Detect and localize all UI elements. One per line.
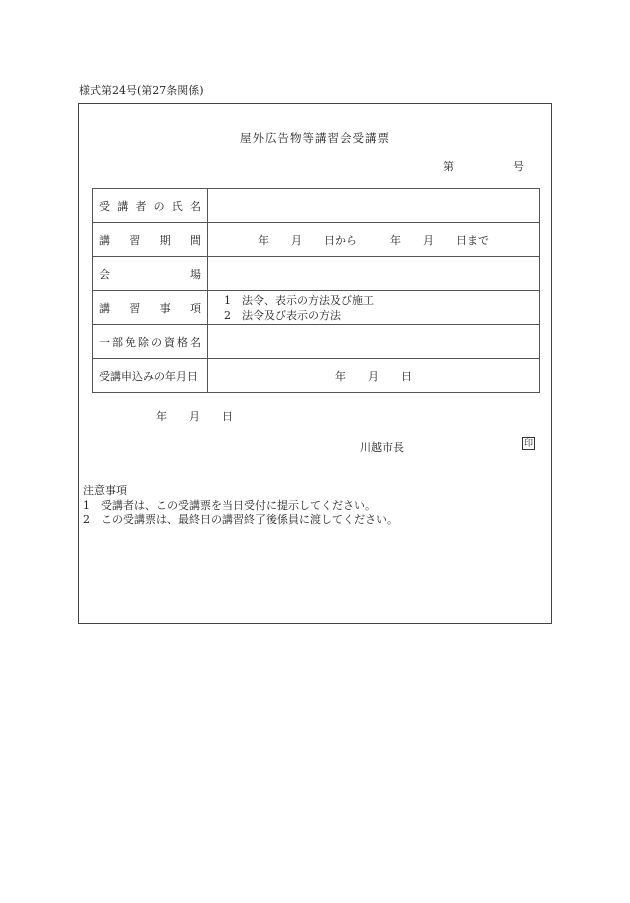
label-char: 格 (177, 335, 188, 349)
note-item: 1 受講者は、この受講票を当日受付に提示してください。 (83, 498, 376, 512)
notes-heading: 注意事項 (83, 484, 127, 497)
label-char: 資 (164, 335, 175, 349)
name-value (208, 189, 540, 223)
label-char: 期 (159, 233, 171, 247)
issue-date: 年 月 日 (156, 410, 233, 423)
note-item: 2 この受講票は、最終日の講習終了後係員に渡してください。 (83, 513, 398, 526)
ticket-number-prefix: 第 (443, 160, 454, 173)
venue-label (99, 266, 201, 282)
table-row-exemption (93, 325, 540, 359)
table-row-period (93, 223, 540, 257)
table-row-venue (93, 257, 540, 291)
label-char: 一 (99, 335, 110, 349)
label-char: 会 (99, 267, 110, 281)
notes-section (83, 484, 398, 528)
label-char: 者 (135, 199, 147, 213)
subject-item: 1 法令、表示の方法及び施工 (224, 293, 374, 307)
application-label: 受講申込みの年月日 (93, 359, 208, 393)
label-char: 受 (99, 199, 110, 213)
label-char: 名 (189, 199, 201, 213)
ticket-table (92, 188, 540, 393)
label-char: 講 (117, 199, 129, 213)
ticket-frame (78, 103, 552, 624)
application-value: 年 月 日 (208, 359, 540, 393)
label-char: 講 (99, 233, 110, 247)
period-label (99, 232, 201, 248)
ticket-number-suffix: 号 (513, 160, 524, 173)
table-row-name (93, 189, 540, 223)
label-char: 氏 (171, 199, 183, 213)
label-char: の (151, 335, 162, 349)
label-char: 講 (99, 301, 110, 315)
label-char: 事 (159, 301, 171, 315)
exemption-value (208, 325, 540, 359)
name-label (99, 198, 201, 214)
exemption-label (99, 334, 201, 350)
label-char: 部 (112, 335, 123, 349)
label-char: 項 (189, 301, 201, 315)
table-row-subject (93, 291, 540, 325)
label-char: の (153, 199, 165, 213)
label-char: 除 (138, 335, 149, 349)
subject-label (99, 300, 201, 316)
label-char: 免 (125, 335, 136, 349)
label-char: 習 (129, 301, 141, 315)
subject-item: 2 法令及び表示の方法 (224, 308, 341, 322)
form-number: 様式第24号(第27条関係) (79, 84, 204, 97)
label-char: 習 (129, 233, 141, 247)
label-char: 場 (190, 267, 201, 281)
seal-mark: 印 (523, 439, 533, 449)
table-row-application (93, 359, 540, 393)
label-char: 名 (190, 335, 201, 349)
period-value: 年 月 日から 年 月 日まで (208, 223, 540, 257)
issuer-name: 川越市長 (360, 441, 404, 454)
venue-value (208, 257, 540, 291)
label-char: 間 (189, 233, 201, 247)
subject-value (208, 291, 540, 325)
ticket-title: 屋外広告物等講習会受講票 (240, 131, 390, 145)
